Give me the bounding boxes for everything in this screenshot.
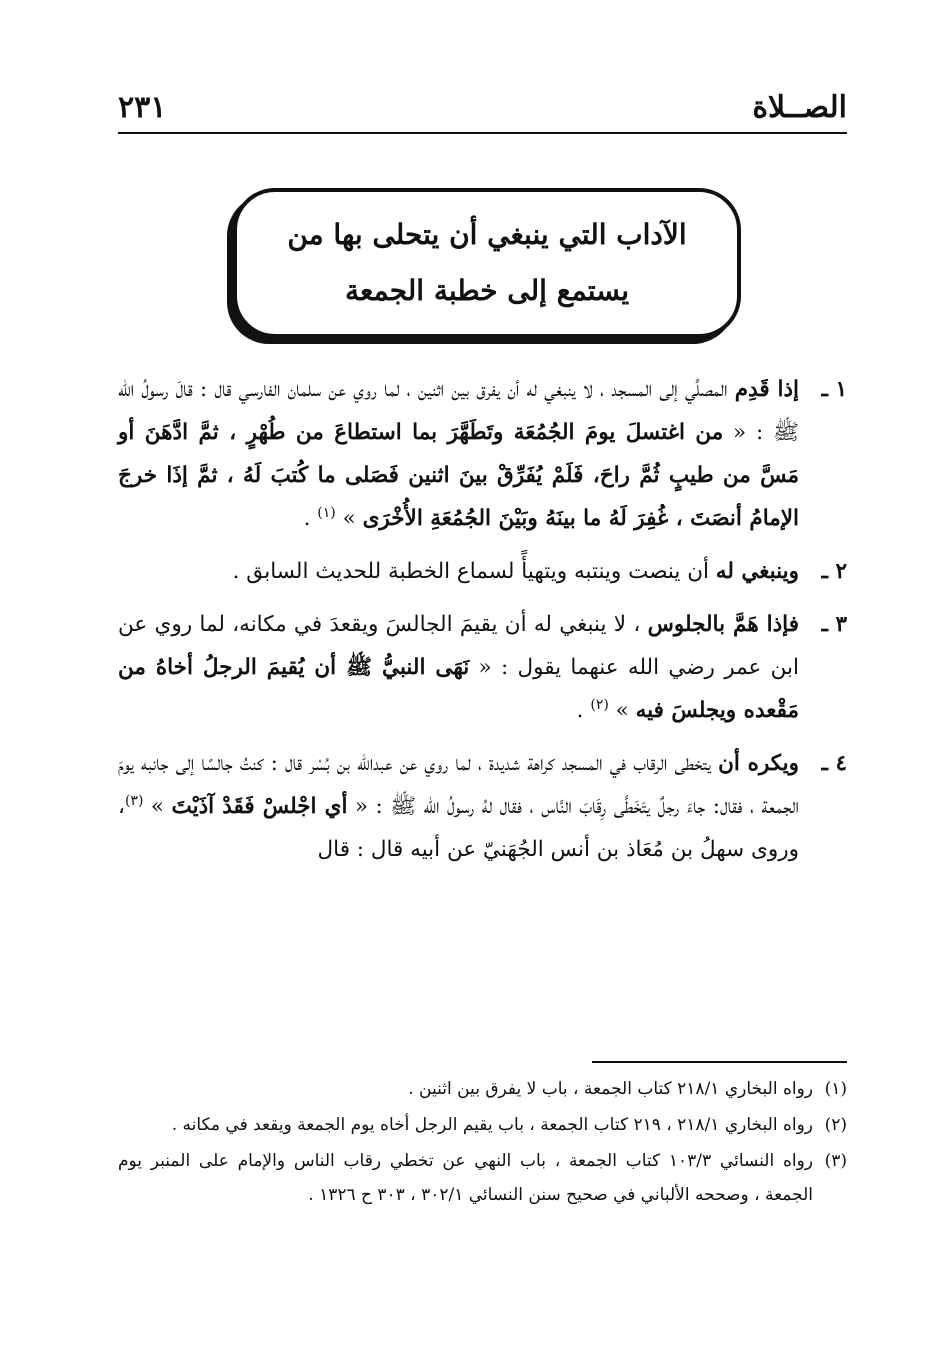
item-number: ١ ـ bbox=[821, 377, 847, 402]
section-title-box bbox=[233, 188, 741, 338]
item-lead: فإذا هَمَّ بالجلوس bbox=[647, 612, 799, 637]
footnote-ref: (٢) bbox=[590, 696, 609, 713]
footnotes bbox=[118, 1072, 847, 1214]
page-header bbox=[118, 82, 847, 134]
list-item-3 bbox=[118, 603, 847, 732]
footnote-text: رواه النسائي ١٠٣/٣ كتاب الجمعة ، باب النهي عن تخطي رقاب الناس والإمام على المنبر يوم الجمعة ، وصححه الألباني في صحيح سنن النسائي ٣٠٢/١ ، ٣٠٣ ح ١٣٢٦ . bbox=[118, 1151, 813, 1205]
item-text: أن ينصت وينتبه ويتهيأً لسماع الخطبة للحديث السابق . bbox=[232, 559, 716, 584]
item-text: ، لا ينبغي له أن يقيمَ الجالسَ ويقعدَ في مكانه، لما روي عن ابن عمر رضي الله عنهما يقول : « bbox=[118, 612, 799, 680]
footnote-separator bbox=[592, 1061, 847, 1063]
section-title-line-2: يستمع إلى خطبة الجمعة bbox=[344, 274, 630, 307]
section-title-line-1: الآداب التي ينبغي أن يتحلى بها من bbox=[287, 218, 687, 251]
main-text bbox=[118, 368, 847, 881]
footnote-text: رواه البخاري ٢١٨/١ كتاب الجمعة ، باب لا يفرق بين اثنين . bbox=[408, 1079, 813, 1099]
item-text-close: » bbox=[335, 506, 363, 531]
chapter-title: الصــلاة bbox=[752, 89, 847, 125]
footnote-2 bbox=[118, 1108, 847, 1142]
footnote-mark: (١) bbox=[824, 1079, 847, 1099]
item-lead: إذا قَدِم bbox=[734, 377, 799, 402]
item-number: ٣ ـ bbox=[821, 612, 847, 637]
list-item-1 bbox=[118, 368, 847, 540]
item-text-close: » bbox=[608, 698, 636, 723]
list-item-2 bbox=[118, 550, 847, 593]
item-text-end: ، وروى سهلُ بن مُعَاذ بن أنس الجُهَنيّ عن أبيه قال : قال bbox=[118, 794, 799, 862]
hadith-text: نَهَى النبيُّ ﷺ أن يُقيمَ الرجلُ أخاهُ من مَقْعده ويجلسَ فيه bbox=[118, 655, 799, 723]
item-lead: ويكره أن bbox=[718, 751, 799, 776]
item-text-close: » bbox=[143, 794, 172, 819]
list-item-4 bbox=[118, 742, 847, 871]
item-number: ٤ ـ bbox=[821, 751, 847, 776]
footnote-1 bbox=[118, 1072, 847, 1106]
item-text-end: . bbox=[303, 506, 318, 531]
item-text: يتخطى الرقاب في المسجد كراهة شديدة ، لما روي عن عبدالله بن بُسْر قال : كنتُ جالسًا إلى جانبه يومَ الجمعة ، فقال: جاءَ رجلٌ يتَخَطَّى رِقَابَ النَّاس ، فقال لهُ رسولُ الله ﷺ : « bbox=[118, 751, 799, 819]
item-text-end: . bbox=[576, 698, 591, 723]
item-lead: وينبغي له bbox=[715, 559, 799, 584]
footnote-ref: (١) bbox=[317, 504, 336, 521]
footnote-mark: (٢) bbox=[824, 1115, 847, 1135]
hadith-text: من اغتسلَ يومَ الجُمُعَة وتَطَهَّرَ بما استطاعَ من طُهْرٍ ، ثمَّ ادَّهَنَ أو مَسَّ من طيبٍ ثُمَّ راحَ، فَلَمْ يُفَرِّقْ بينَ اثنين فَصَلى ما كُتبَ لَهُ ، ثمَّ إذَا خرجَ الإمامُ أنصَتَ ، غُفِرَ لَهُ ما بينَهُ وبَيْنَ الجُمُعَةِ الأُخْرَى bbox=[118, 420, 799, 531]
item-text: المصلِّي إلى المسجد ، لا ينبغي له أن يفرق بين اثنين ، لما روي عن سلمان الفارسي قال : قالَ رسولُ الله ﷺ : « bbox=[118, 377, 799, 445]
hadith-text: أي اجْلسْ فَقَدْ آذَيْتَ bbox=[171, 794, 348, 819]
footnote-3 bbox=[118, 1144, 847, 1212]
footnote-mark: (٣) bbox=[824, 1151, 847, 1171]
item-number: ٢ ـ bbox=[821, 559, 847, 584]
footnote-ref: (٣) bbox=[124, 792, 144, 809]
page-number: ٢٣١ bbox=[118, 89, 167, 125]
footnote-text: رواه البخاري ٢١٨/١ ، ٢١٩ كتاب الجمعة ، باب يقيم الرجل أخاه يوم الجمعة ويقعد في مكانه . bbox=[171, 1115, 813, 1135]
